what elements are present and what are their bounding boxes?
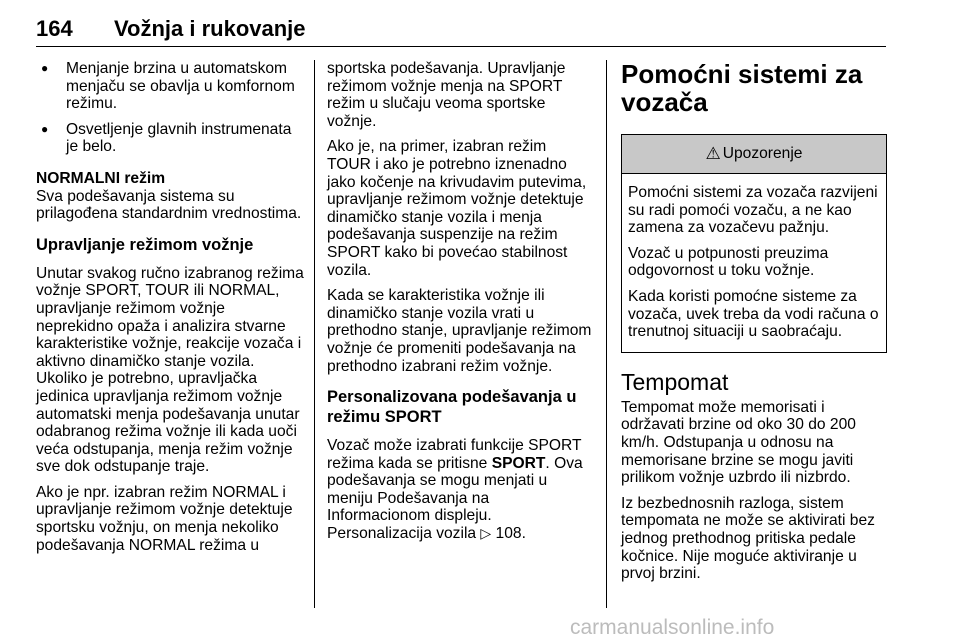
paragraph bbox=[327, 437, 592, 525]
paragraph: Pomoćni sistemi za vozača razvijeni su radi pomoći vozaču, a ne kao zamena za vozačevu pažnju. bbox=[628, 184, 878, 237]
paragraph: Vozač u potpunosti preuzima odgovornost u toku vožnje. bbox=[628, 244, 829, 280]
arrow-right-icon: ▷ bbox=[480, 525, 492, 542]
column-divider bbox=[606, 60, 607, 608]
warning-triangle-icon: ⚠ bbox=[705, 144, 721, 164]
column-3 bbox=[621, 60, 887, 591]
watermark: carmanualsonline.info bbox=[570, 616, 775, 639]
chapter-heading: Pomoćni sistemi za vozača bbox=[621, 59, 863, 117]
paragraph: Kada se karakteristika vožnje ili dinamičko stanje vozila vrati u prethodno stanje, upravljanje režimom vožnje će promeniti podešavanja na prethodno izabrani režim vožnje. bbox=[327, 287, 592, 375]
normal-mode-heading: NORMALNI režim bbox=[36, 169, 166, 187]
paragraph: Ako je, na primer, izabran režim TOUR i ako je potrebno iznenadno jako kočenje na krivudavim putevima, upravljanje režimom vožnje detektuje dinamičko stanje vozila i menja podešavanja suspenzije na režim SPORT kako bi povećao stabilnost vozila. bbox=[327, 138, 587, 279]
cross-reference[interactable] bbox=[327, 525, 592, 543]
crossref-text: Personalizacija vozila bbox=[327, 525, 477, 543]
warning-label: Upozorenje bbox=[722, 145, 803, 163]
paragraph: sportska podešavanja. Upravljanje režimom vožnje menja na SPORT režim u slučaju veoma sportske vožnje. bbox=[327, 60, 566, 130]
page-header bbox=[36, 16, 886, 47]
warning-body bbox=[622, 174, 886, 352]
section-heading-sport-settings: Personalizovana podešavanja u režimu SPORT bbox=[327, 388, 577, 427]
list-item: ● Osvetljenje glavnih instrumenata je belo. bbox=[36, 121, 304, 156]
column-1 bbox=[36, 60, 304, 562]
tempomat-heading: Tempomat bbox=[621, 368, 729, 395]
list-item: ● Menjanje brzina u automatskom menjaču se obavlja u komfornom režimu. bbox=[36, 60, 304, 113]
bullet-list bbox=[36, 60, 304, 156]
warning-header bbox=[622, 135, 886, 174]
paragraph: Tempomat može memorisati i održavati brzine od oko 30 do 200 km/h. Odstupanja u odnosu na memorisane brzine se mogu javiti prilikom vožnje uzbrdo ili nizbrdo. bbox=[621, 398, 856, 487]
crossref-page: 108. bbox=[495, 525, 526, 543]
paragraph: Kada koristi pomoćne sisteme za vozača, uvek treba da vodi računa o trenutnoj situaciji u saobraćaju. bbox=[628, 287, 879, 341]
page-number: 164 bbox=[36, 16, 73, 41]
paragraph: Ako je npr. izabran režim NORMAL i upravljanje režimom vožnje detektuje sportsku vožnju, on menja nekoliko podešavanja NORMAL režima u bbox=[36, 483, 293, 554]
column-divider bbox=[314, 60, 315, 608]
text: Vozač može izabrati funkcije SPORT režima kada se pritisne bbox=[327, 437, 582, 472]
text: . Ova podešavanja se mogu menjati u meniju Podešavanja na Informacionom displeju. bbox=[327, 454, 583, 525]
normal-mode-text: Sva podešavanja sistema su prilagođena standardnim vrednostima. bbox=[36, 187, 302, 223]
paragraph: Iz bezbednosnih razloga, sistem tempomata ne može se aktivirati bez jednog prethodnog pritiska pedale kočnice. Nije moguće aktiviranje u prvoj brzini. bbox=[621, 494, 875, 583]
section-heading-drive-mode: Upravljanje režimom vožnje bbox=[36, 235, 254, 254]
column-2 bbox=[327, 60, 592, 551]
paragraph: Unutar svakog ručno izabranog režima vožnje SPORT, TOUR ili NORMAL, upravljanje režimom vožnje neprekidno opaža i analizira stvarne karakteristike vožnje, reakcije vozača i aktivno dinamičko stanje vozila. Ukoliko je potrebno, upravljačka jedinica upravljanja režimom vožnje automatski menja podešavanja unutar odabranog režima vožnje ili kada uoči veća odstupanja, menja režim vožnje sve dok odstupanje traje. bbox=[36, 264, 304, 476]
chapter-title: Vožnja i rukovanje bbox=[114, 16, 306, 41]
sport-button-label: SPORT bbox=[491, 454, 546, 472]
warning-box bbox=[621, 134, 887, 353]
